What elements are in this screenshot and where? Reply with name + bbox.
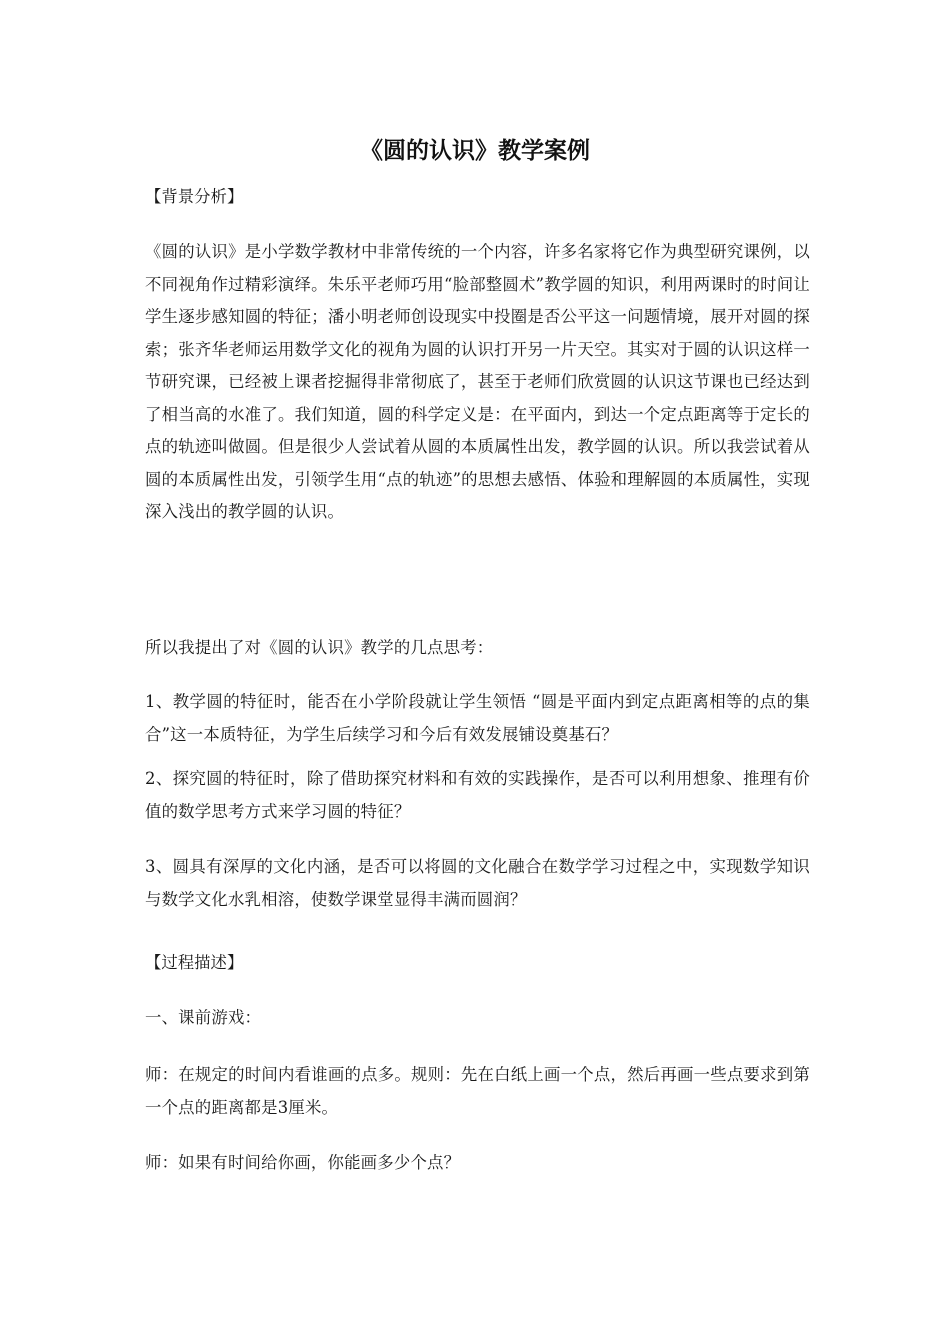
document-title: 《圆的认识》教学案例	[360, 138, 590, 165]
reflection-point-1: 1、教学圆的特征时，能否在小学阶段就让学生领悟 “圆是平面内到定点距离相等的点的集合”这一本质特征，为学生后续学习和今后有效发展铺设奠基石？	[145, 692, 810, 744]
section-heading-process: 【过程描述】	[145, 953, 244, 972]
teacher-line-2: 师：如果有时间给你画，你能画多少个点？	[145, 1153, 461, 1172]
background-paragraph: 《圆的认识》是小学数学教材中非常传统的一个内容，许多名家将它作为典型研究课例，以不同视角作过精彩演绎。朱乐平老师巧用“脸部整圆术”教学圆的知识，利用两课时的时间让学生逐步感知圆的特征；潘小明老师创设现实中投圈是否公平这一问题情境，展开对圆的探索；张齐华老师运用数学文化的视角为圆的认识打开另一片天空。其实对于圆的认识这样一节研究课，已经被上课者挖掘得非常彻底了，甚至于老师们欣赏圆的认识这节课也已经达到了相当高的水准了。我们知道，圆的科学定义是：在平面内，到达一个定点距离等于定长的点的轨迹叫做圆。但是很少人尝试着从圆的本质属性出发，教学圆的认识。所以我尝试着从圆的本质属性出发，引领学生用“点的轨迹”的思想去感悟、体验和理解圆的本质属性，实现深入浅出的教学圆的认识。	[145, 242, 810, 521]
process-subheading: 一、课前游戏：	[145, 1008, 262, 1027]
reflection-point-3: 3、圆具有深厚的文化内涵，是否可以将圆的文化融合在数学学习过程之中，实现数学知识与数学文化水乳相溶，使数学课堂显得丰满而圆润？	[145, 857, 810, 909]
teacher-line-1: 师：在规定的时间内看谁画的点多。规则：先在白纸上画一个点，然后再画一些点要求到第一个点的距离都是3厘米。	[145, 1065, 810, 1117]
reflection-point-2: 2、探究圆的特征时，除了借助探究材料和有效的实践操作，是否可以利用想象、推理有价值的数学思考方式来学习圆的特征？	[145, 769, 810, 821]
reflection-intro: 所以我提出了对《圆的认识》教学的几点思考：	[145, 638, 494, 657]
section-heading-background: 【背景分析】	[145, 187, 244, 206]
